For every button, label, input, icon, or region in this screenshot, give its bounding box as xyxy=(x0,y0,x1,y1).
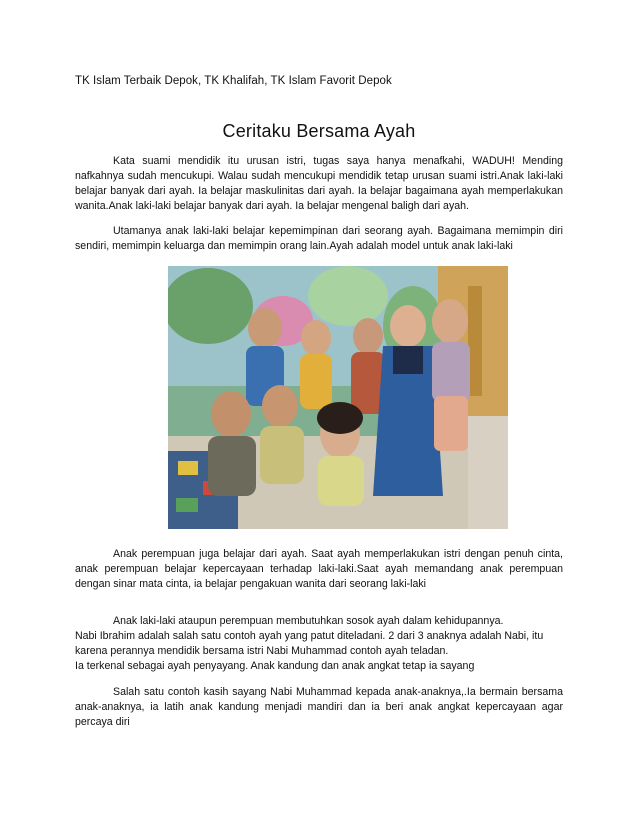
paragraph-4-line: Nabi Ibrahim adalah salah satu contoh ayah yang patut diteladani. 2 dari 3 anaknya adalah Nabi, itu karena perannya mendidik bersama istri Nabi Muhammad contoh ayah teladan. xyxy=(75,630,544,657)
paragraph-4-line: Ia terkenal sebagai ayah penyayang. Anak kandung dan anak angkat tetap ia sayang xyxy=(75,660,475,672)
paragraph-4-line: Anak laki-laki ataupun perempuan membutuhkan sosok ayah dalam kehidupannya. xyxy=(113,615,504,627)
article-title: Ceritaku Bersama Ayah xyxy=(222,121,416,141)
paragraph-5: Salah satu contoh kasih sayang Nabi Muhammad kepada anak-anaknya,.Ia bermain bersama anak-anaknya, ia latih anak kandung menjadi mandiri dan ia beri anak angkat kepercayaan agar percaya diri xyxy=(75,686,563,728)
paragraph-4 xyxy=(75,614,563,674)
paragraph-3: Anak perempuan juga belajar dari ayah. Saat ayah memperlakukan istri dengan penuh cinta, anak perempuan belajar kepercayaan terhadap laki-laki.Saat ayah memandang anak perempuan dengan sinar mata cinta, ia belajar pengakuan wanita dari seorang laki-laki xyxy=(75,548,563,590)
children-group-photo xyxy=(168,266,508,529)
paragraph-2: Utamanya anak laki-laki belajar kepemimpinan dari seorang ayah. Bagaimana memimpin diri sendiri, memimpin keluarga dan memimpin orang lain.Ayah adalah model untuk anak laki-laki xyxy=(75,225,563,252)
paragraph-1: Kata suami mendidik itu urusan istri, tugas saya hanya menafkahi, WADUH! Mending nafkahnya sudah mencukupi. Walau sudah mencukupi mendidik tetap urusan suami istri.Anak laki-laki belajar banyak dari ayah. Ia belajar maskulinitas dari ayah. Ia belajar bagaimana ayah memperlakukan wanita.Anak laki-laki belajar banyak dari ayah. Ia belajar mengenal baligh dari ayah. xyxy=(75,155,563,212)
header-keywords: TK Islam Terbaik Depok, TK Khalifah, TK Islam Favorit Depok xyxy=(75,75,392,87)
